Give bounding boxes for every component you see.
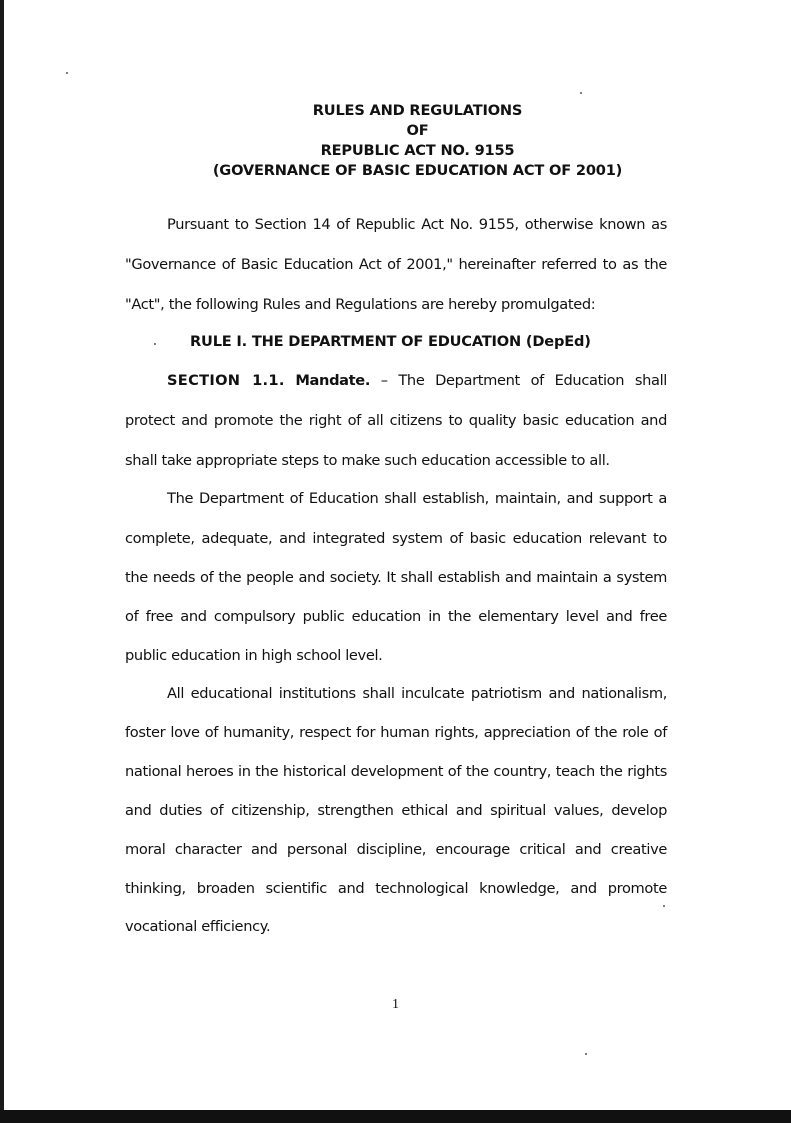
scan-speck <box>66 72 68 74</box>
title-line-3: REPUBLIC ACT NO. 9155 <box>320 142 515 159</box>
paragraph-line: vocational efficiency. <box>125 918 271 935</box>
scan-speck <box>580 92 582 94</box>
rule-heading: RULE I. THE DEPARTMENT OF EDUCATION (DepEd) <box>190 333 591 350</box>
title-line-1: RULES AND REGULATIONS <box>312 102 523 119</box>
title-line-2: OF <box>406 122 429 139</box>
scan-speck <box>585 1053 587 1055</box>
paragraph-line: of free and compulsory public education in the elementary level and free <box>125 608 667 625</box>
section-line: protect and promote the right of all citizens to quality basic education and <box>125 412 667 429</box>
section-label: SECTION 1.1. <box>167 372 285 389</box>
section-title: Mandate. <box>295 372 371 389</box>
section-text: – The Department of Education shall <box>370 372 667 389</box>
scan-speck <box>154 343 156 345</box>
intro-line: "Governance of Basic Education Act of 2001," hereinafter referred to as the <box>125 256 667 273</box>
paragraph-line: the needs of the people and society. It shall establish and maintain a system <box>125 569 667 586</box>
document-title <box>0 101 791 181</box>
intro-line: "Act", the following Rules and Regulations are hereby promulgated: <box>125 296 596 313</box>
title-line-4: (GOVERNANCE OF BASIC EDUCATION ACT OF 2001) <box>212 162 623 179</box>
paragraph-line: and duties of citizenship, strengthen ethical and spiritual values, develop <box>125 802 667 819</box>
section-first-line <box>167 372 667 389</box>
paragraph-line: foster love of humanity, respect for human rights, appreciation of the role of <box>125 724 667 741</box>
intro-line: Pursuant to Section 14 of Republic Act No. 9155, otherwise known as <box>167 216 667 233</box>
paragraph-line: The Department of Education shall establish, maintain, and support a <box>167 490 667 507</box>
scan-bottom-edge <box>0 1110 791 1123</box>
paragraph-line: moral character and personal discipline, encourage critical and creative <box>125 841 667 858</box>
paragraph-line: All educational institutions shall inculcate patriotism and nationalism, <box>167 685 667 702</box>
section-line: shall take appropriate steps to make such education accessible to all. <box>125 452 610 469</box>
paragraph-line: complete, adequate, and integrated system of basic education relevant to <box>125 530 667 547</box>
paragraph-line: national heroes in the historical development of the country, teach the rights <box>125 763 667 780</box>
page-number: 1 <box>392 997 399 1012</box>
paragraph-line: thinking, broaden scientific and technological knowledge, and promote <box>125 880 667 897</box>
paragraph-line: public education in high school level. <box>125 647 383 664</box>
scan-speck <box>663 905 665 907</box>
